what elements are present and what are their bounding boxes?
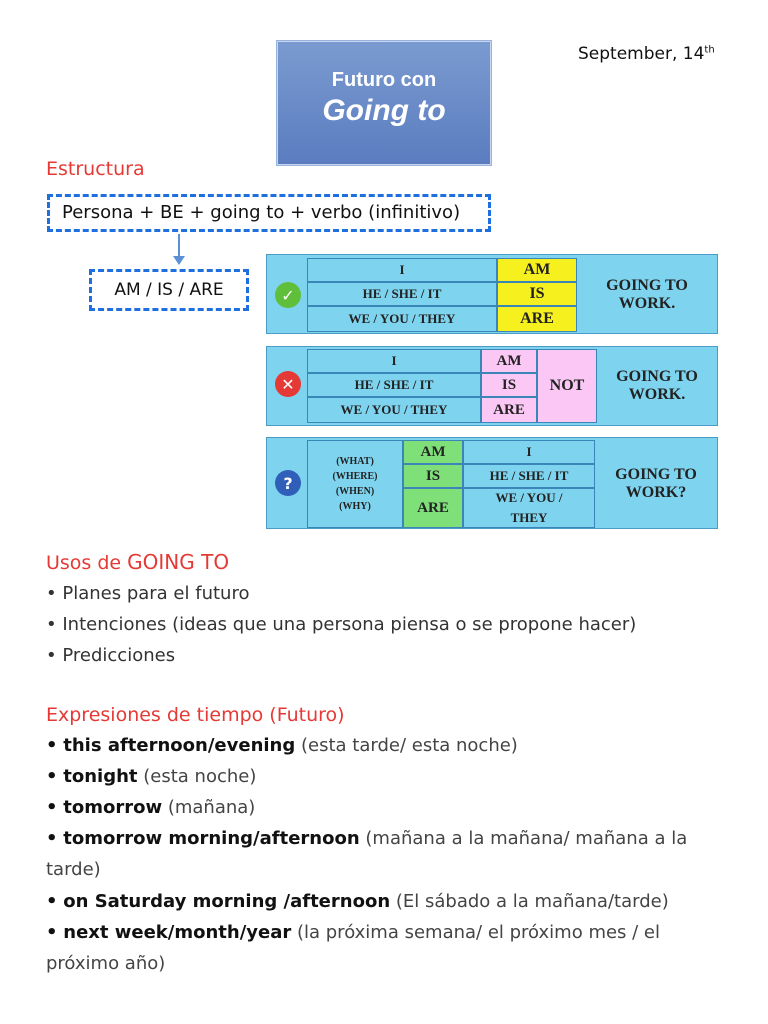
- wh-cell: [307, 440, 403, 528]
- date-suffix: th: [704, 44, 715, 56]
- title-line1: Futuro con: [331, 69, 437, 91]
- usos-heading-prefix: Usos de: [46, 552, 122, 574]
- expression-es: (mañana): [167, 797, 256, 818]
- uso-text: Intenciones (ideas que una persona piensa o se propone hacer): [62, 614, 637, 635]
- expression-es: (mañana a la mañana/ mañana a la: [365, 828, 688, 849]
- title-line2: Going to: [322, 94, 446, 127]
- list-item: [46, 922, 660, 943]
- bullet-icon: •: [46, 797, 58, 818]
- verb-cell: ARE: [481, 397, 537, 423]
- usos-heading-main: GOING TO: [127, 550, 230, 574]
- expression-es: (El sábado a la mañana/tarde): [395, 891, 669, 912]
- usos-heading: [46, 550, 229, 574]
- ending-cell: [597, 440, 715, 528]
- ending-cell: [579, 258, 715, 332]
- subject-cell: HE / SHE / IT: [307, 282, 497, 306]
- verb-cell: AM: [403, 440, 463, 464]
- affirmative-table: [266, 254, 718, 334]
- verb-cell: IS: [403, 464, 463, 488]
- verb-cell: ARE: [403, 488, 463, 528]
- be-forms-box: AM / IS / ARE: [89, 269, 249, 311]
- expression-en: tonight: [63, 766, 138, 787]
- list-item: [46, 828, 687, 849]
- expression-es: (esta noche): [143, 766, 257, 787]
- verb-cell: IS: [481, 373, 537, 397]
- subject-cell: HE / SHE / IT: [307, 373, 481, 397]
- ending-line: WORK.: [618, 295, 676, 312]
- expresiones-heading: Expresiones de tiempo (Futuro): [46, 704, 345, 726]
- bullet-icon: •: [46, 766, 58, 787]
- subject-cell: WE / YOU / THEY: [307, 306, 497, 332]
- list-item: [46, 645, 175, 666]
- arrow-down-icon: [173, 256, 185, 265]
- list-item: [46, 891, 669, 912]
- estructura-heading: Estructura: [46, 158, 145, 180]
- bullet-icon: •: [46, 922, 58, 943]
- bullet-icon: •: [46, 614, 57, 635]
- not-cell: NOT: [537, 349, 597, 423]
- expression-en: next week/month/year: [63, 922, 292, 943]
- question-icon: ?: [275, 470, 301, 496]
- list-item: [46, 583, 249, 604]
- cross-icon: ✕: [275, 371, 301, 397]
- ending-line: WORK?: [625, 484, 687, 501]
- verb-cell: AM: [497, 258, 577, 282]
- wh-word: (WHY): [339, 501, 371, 512]
- subject-cell: HE / SHE / IT: [463, 464, 595, 488]
- bullet-icon: •: [46, 645, 57, 666]
- bullet-icon: •: [46, 891, 58, 912]
- arrow-line: [178, 234, 180, 258]
- expression-en: tomorrow morning/afternoon: [63, 828, 360, 849]
- uso-text: Planes para el futuro: [62, 583, 250, 604]
- question-table: [266, 437, 718, 529]
- date: [578, 44, 715, 64]
- negative-table: [266, 346, 718, 426]
- verb-cell: AM: [481, 349, 537, 373]
- ending-line: WORK.: [628, 386, 686, 403]
- title-banner: [276, 40, 492, 166]
- bullet-icon: •: [46, 583, 57, 604]
- subject-cell: [463, 488, 595, 528]
- list-item: [46, 797, 255, 818]
- expression-es: (la próxima semana/ el próximo mes / el: [296, 922, 661, 943]
- wh-word: (WHEN): [335, 486, 375, 497]
- bullet-icon: •: [46, 735, 58, 756]
- ending-line: GOING TO: [615, 466, 697, 483]
- list-item-continuation: tarde): [46, 859, 101, 880]
- list-item-continuation: próximo año): [46, 953, 166, 974]
- subject-cell: I: [307, 349, 481, 373]
- wh-word: (WHERE): [332, 471, 378, 482]
- list-item: [46, 735, 518, 756]
- verb-cell: IS: [497, 282, 577, 306]
- verb-cell: ARE: [497, 306, 577, 332]
- expression-en: tomorrow: [63, 797, 163, 818]
- formula-box: Persona + BE + going to + verbo (infinitivo): [47, 194, 491, 232]
- ending-line: GOING TO: [616, 368, 698, 385]
- ending-cell: [599, 349, 715, 423]
- check-icon: ✓: [275, 282, 301, 308]
- wh-word: (WHAT): [336, 456, 374, 467]
- subject-line: THEY: [510, 510, 548, 525]
- bullet-icon: •: [46, 828, 58, 849]
- subject-line: WE / YOU /: [495, 490, 563, 505]
- subject-cell: I: [307, 258, 497, 282]
- expression-es: (esta tarde/ esta noche): [301, 735, 518, 756]
- expression-en: this afternoon/evening: [63, 735, 296, 756]
- ending-line: GOING TO: [606, 277, 688, 294]
- date-text: September, 14: [578, 44, 705, 64]
- list-item: [46, 766, 256, 787]
- subject-cell: WE / YOU / THEY: [307, 397, 481, 423]
- expression-en: on Saturday morning /afternoon: [63, 891, 391, 912]
- list-item: [46, 614, 636, 635]
- uso-text: Predicciones: [62, 645, 176, 666]
- subject-cell: I: [463, 440, 595, 464]
